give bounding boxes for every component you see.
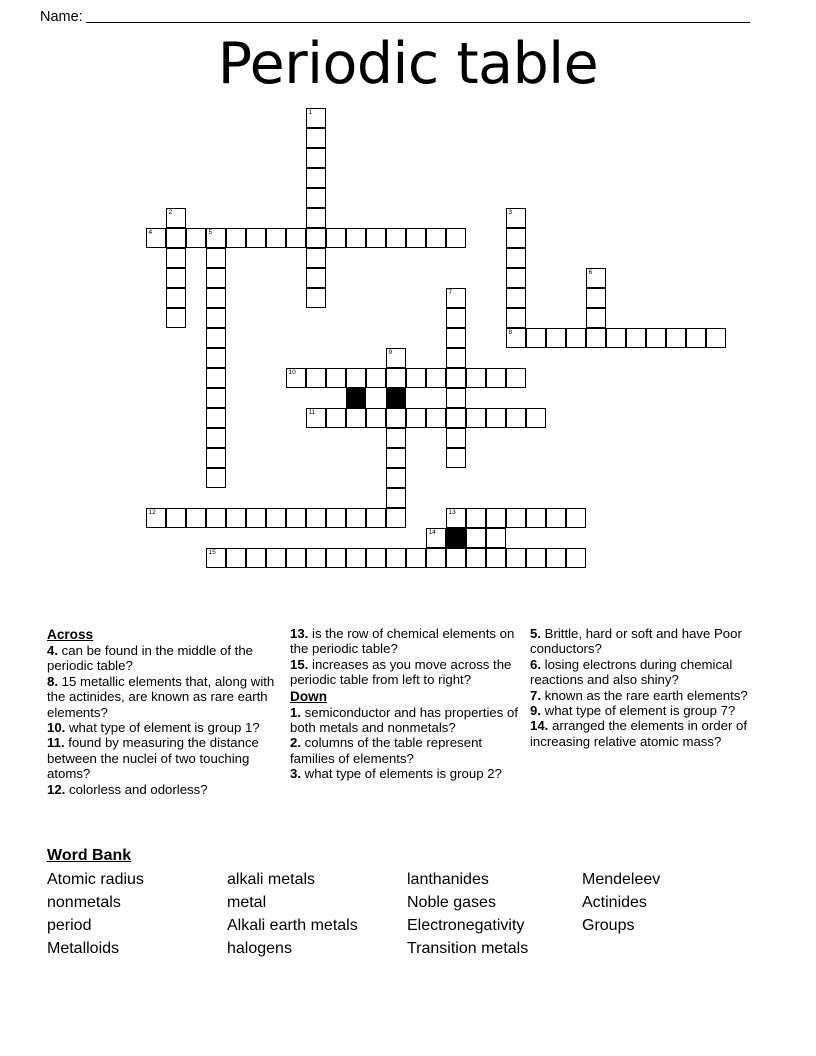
grid-cell[interactable]: [366, 228, 386, 248]
grid-cell[interactable]: [446, 368, 466, 388]
grid-cell[interactable]: [506, 368, 526, 388]
grid-cell[interactable]: [486, 408, 506, 428]
grid-block-cell: [446, 528, 466, 548]
name-field-row: [40, 0, 750, 26]
clue-down-6: [530, 657, 768, 688]
grid-cell[interactable]: [326, 228, 346, 248]
grid-cell[interactable]: [226, 228, 246, 248]
clue-number: 14.: [530, 718, 549, 734]
grid-cell-number: 6: [588, 269, 593, 276]
clue-number: 10.: [47, 720, 66, 736]
grid-cell[interactable]: [506, 288, 526, 308]
clue-down-14: [530, 718, 768, 749]
clue-number: 13.: [290, 626, 309, 641]
grid-cell[interactable]: [446, 288, 466, 308]
grid-cell[interactable]: [306, 368, 326, 388]
grid-cell[interactable]: [486, 548, 506, 568]
grid-cell[interactable]: [446, 348, 466, 368]
grid-cell[interactable]: [446, 328, 466, 348]
clue-across-15: [290, 657, 525, 688]
grid-cell-number: 7: [448, 289, 453, 296]
grid-cell[interactable]: [386, 348, 406, 368]
grid-cell[interactable]: [166, 268, 186, 288]
clue-text: what type of elements is group 2?: [301, 766, 502, 782]
down-heading: Down: [290, 688, 327, 704]
grid-cell[interactable]: [506, 228, 526, 248]
grid-block-cell: [346, 388, 366, 408]
grid-cell[interactable]: [446, 508, 466, 528]
grid-cell[interactable]: [506, 408, 526, 428]
word-bank-word[interactable]: Groups: [582, 917, 635, 934]
grid-cell[interactable]: [306, 408, 326, 428]
clue-number: 2.: [290, 735, 301, 751]
grid-cell[interactable]: [246, 508, 266, 528]
clue-number: 4.: [47, 643, 58, 658]
clue-text: found by measuring the distance between the nuclei of two touching atoms?: [47, 735, 259, 782]
grid-cell[interactable]: [466, 508, 486, 528]
grid-cell[interactable]: [466, 528, 486, 548]
grid-cell[interactable]: [306, 148, 326, 168]
grid-cell[interactable]: [206, 508, 226, 528]
grid-cell[interactable]: [206, 268, 226, 288]
grid-cell[interactable]: [446, 408, 466, 428]
clue-number: 8.: [47, 673, 58, 689]
word-bank-word[interactable]: Transition metals: [407, 940, 529, 957]
grid-cell[interactable]: [286, 228, 306, 248]
grid-cell[interactable]: [426, 228, 446, 248]
grid-cell[interactable]: [286, 508, 306, 528]
grid-cell[interactable]: [506, 208, 526, 228]
grid-cell[interactable]: [546, 328, 566, 348]
grid-cell[interactable]: [206, 368, 226, 388]
grid-cell[interactable]: [446, 428, 466, 448]
grid-cell[interactable]: [326, 508, 346, 528]
grid-cell[interactable]: [466, 408, 486, 428]
grid-cell[interactable]: [346, 408, 366, 428]
word-bank-word[interactable]: alkali metals: [227, 871, 316, 888]
grid-cell[interactable]: [446, 448, 466, 468]
clue-number: 5.: [530, 626, 541, 641]
grid-cell-number: 5: [208, 229, 213, 236]
grid-cell[interactable]: [626, 328, 646, 348]
word-bank-word[interactable]: Alkali earth metals: [227, 917, 358, 934]
grid-cell[interactable]: [466, 368, 486, 388]
grid-block-cell: [386, 388, 406, 408]
grid-cell[interactable]: [406, 368, 426, 388]
grid-cell[interactable]: [426, 548, 446, 568]
clue-down-5: [530, 626, 768, 657]
grid-cell[interactable]: [206, 308, 226, 328]
grid-cell[interactable]: [366, 508, 386, 528]
word-bank: [47, 845, 787, 960]
grid-cell[interactable]: [566, 548, 586, 568]
grid-cell[interactable]: [166, 508, 186, 528]
grid-cell-number: 15: [208, 549, 216, 556]
word-bank-word[interactable]: nonmetals: [47, 894, 121, 911]
clue-number: 1.: [290, 704, 301, 720]
clue-number: 6.: [530, 656, 541, 672]
clue-number: 9.: [530, 703, 541, 719]
word-bank-word[interactable]: Actinides: [582, 894, 647, 911]
grid-cell[interactable]: [346, 228, 366, 248]
grid-cell[interactable]: [406, 548, 426, 568]
grid-cell[interactable]: [486, 368, 506, 388]
grid-cell[interactable]: [386, 548, 406, 568]
across-heading: Across: [47, 627, 94, 642]
grid-cell[interactable]: [546, 508, 566, 528]
grid-cell[interactable]: [226, 548, 246, 568]
grid-cell[interactable]: [666, 328, 686, 348]
grid-cell[interactable]: [366, 548, 386, 568]
clue-across-8: [47, 674, 285, 720]
grid-cell[interactable]: [306, 188, 326, 208]
grid-cell[interactable]: [346, 508, 366, 528]
grid-cell[interactable]: [526, 508, 546, 528]
word-bank-word[interactable]: metal: [227, 894, 267, 911]
word-bank-word[interactable]: Electronegativity: [407, 917, 525, 934]
clue-text: colorless and odorless?: [65, 781, 208, 797]
grid-cell[interactable]: [306, 128, 326, 148]
grid-cell[interactable]: [506, 328, 526, 348]
grid-cell[interactable]: [386, 428, 406, 448]
clue-number: 7.: [530, 687, 541, 703]
grid-cell[interactable]: [206, 328, 226, 348]
clue-text: can be found in the middle of the periodic table?: [47, 643, 254, 674]
grid-cell[interactable]: [246, 228, 266, 248]
grid-cell[interactable]: [306, 208, 326, 228]
name-label: Name:: [40, 9, 83, 25]
grid-cell[interactable]: [306, 548, 326, 568]
grid-cell[interactable]: [266, 508, 286, 528]
clues-section: [0, 626, 816, 841]
clue-column-2: [290, 626, 525, 782]
grid-cell[interactable]: [206, 288, 226, 308]
grid-cell-number: 13: [448, 509, 456, 516]
grid-cell-number: 9: [388, 349, 393, 356]
clue-across-12: [47, 782, 285, 797]
grid-cell-number: 10: [288, 369, 296, 376]
grid-cell[interactable]: [246, 548, 266, 568]
grid-cell[interactable]: [166, 208, 186, 228]
clue-text: columns of the table represent families of elements?: [290, 735, 483, 766]
clue-text: semiconductor and has properties of both metals and nonmetals?: [290, 704, 518, 736]
grid-cell-number: 4: [148, 229, 153, 236]
grid-cell[interactable]: [206, 408, 226, 428]
clue-down-1: [290, 705, 525, 736]
grid-cell[interactable]: [506, 508, 526, 528]
grid-cell[interactable]: [206, 548, 226, 568]
grid-cell[interactable]: [386, 228, 406, 248]
grid-cell-number: 2: [168, 209, 173, 216]
grid-cell[interactable]: [146, 228, 166, 248]
page-title: Periodic table: [217, 31, 599, 97]
grid-cell[interactable]: [326, 368, 346, 388]
grid-cell[interactable]: [266, 548, 286, 568]
clue-text: is the row of chemical elements on the periodic table?: [290, 626, 515, 657]
grid-cell[interactable]: [506, 548, 526, 568]
grid-cell[interactable]: [346, 368, 366, 388]
word-bank-word[interactable]: Metalloids: [47, 940, 120, 957]
word-bank-word[interactable]: Atomic radius: [47, 871, 144, 888]
grid-cell[interactable]: [366, 408, 386, 428]
grid-cell[interactable]: [386, 508, 406, 528]
clue-text: increases as you move across the periodic table from left to right?: [290, 656, 512, 688]
word-bank-word[interactable]: Noble gases: [407, 894, 496, 911]
clue-text: Brittle, hard or soft and have Poor conductors?: [530, 626, 742, 657]
grid-cell[interactable]: [286, 368, 306, 388]
grid-cell[interactable]: [166, 228, 186, 248]
clue-across-13: [290, 626, 525, 657]
grid-cell[interactable]: [286, 548, 306, 568]
word-bank-word[interactable]: halogens: [227, 940, 292, 957]
grid-cell[interactable]: [166, 308, 186, 328]
clue-text: what type of element is group 1?: [65, 720, 260, 736]
grid-cell[interactable]: [566, 508, 586, 528]
grid-cell[interactable]: [426, 528, 446, 548]
grid-cell[interactable]: [306, 248, 326, 268]
grid-cell[interactable]: [166, 248, 186, 268]
grid-cell[interactable]: [406, 408, 426, 428]
grid-cell-number: 3: [508, 209, 513, 216]
grid-cell[interactable]: [306, 508, 326, 528]
grid-cell[interactable]: [506, 268, 526, 288]
grid-cell[interactable]: [426, 408, 446, 428]
grid-cell[interactable]: [586, 328, 606, 348]
clue-across-11: [47, 735, 285, 781]
word-bank-title: Word Bank: [47, 847, 132, 864]
word-bank-empty: [582, 937, 752, 960]
grid-cell[interactable]: [586, 308, 606, 328]
grid-cell-number: 14: [428, 529, 436, 536]
grid-cell[interactable]: [206, 348, 226, 368]
grid-cell[interactable]: [366, 368, 386, 388]
clue-column-3: [530, 626, 768, 749]
grid-cell[interactable]: [526, 328, 546, 348]
grid-cell[interactable]: [546, 548, 566, 568]
clue-number: 12.: [47, 781, 66, 797]
grid-cell[interactable]: [446, 228, 466, 248]
word-bank-word[interactable]: period: [47, 917, 92, 934]
grid-cell[interactable]: [206, 428, 226, 448]
clue-number: 11.: [47, 735, 65, 751]
grid-cell[interactable]: [306, 168, 326, 188]
grid-cell[interactable]: [386, 448, 406, 468]
grid-cell-number: 12: [148, 509, 156, 516]
clue-across-10: [47, 720, 285, 735]
grid-cell[interactable]: [206, 228, 226, 248]
grid-cell[interactable]: [446, 308, 466, 328]
grid-cell[interactable]: [386, 408, 406, 428]
grid-cell[interactable]: [386, 468, 406, 488]
grid-cell[interactable]: [166, 288, 186, 308]
grid-cell[interactable]: [526, 408, 546, 428]
clue-text: known as the rare earth elements?: [541, 687, 748, 703]
grid-cell[interactable]: [486, 508, 506, 528]
word-bank-word[interactable]: Mendeleev: [582, 871, 661, 888]
clue-text: 15 metallic elements that, along with the actinides, are known as rare earth elements?: [47, 673, 275, 720]
grid-cell[interactable]: [206, 448, 226, 468]
grid-cell[interactable]: [446, 388, 466, 408]
grid-cell[interactable]: [706, 328, 726, 348]
grid-cell[interactable]: [206, 468, 226, 488]
grid-cell[interactable]: [586, 288, 606, 308]
grid-cell[interactable]: [266, 228, 286, 248]
grid-cell[interactable]: [306, 228, 326, 248]
grid-cell[interactable]: [206, 248, 226, 268]
grid-cell[interactable]: [566, 328, 586, 348]
grid-cell[interactable]: [186, 508, 206, 528]
grid-cell-number: 11: [308, 409, 316, 416]
grid-cell[interactable]: [206, 388, 226, 408]
clue-down-3: [290, 766, 525, 781]
grid-cell[interactable]: [466, 548, 486, 568]
grid-cell-number: 8: [508, 329, 513, 336]
grid-cell[interactable]: [506, 308, 526, 328]
name-write-in-line[interactable]: [86, 21, 750, 23]
grid-cell[interactable]: [446, 548, 466, 568]
clue-down-7: [530, 688, 768, 703]
clue-down-9: [530, 703, 768, 718]
grid-cell[interactable]: [326, 408, 346, 428]
clue-text: losing electrons during chemical reactions and also shiny?: [530, 656, 733, 688]
grid-cell[interactable]: [386, 368, 406, 388]
clue-number: 3.: [290, 766, 301, 782]
grid-cell[interactable]: [606, 328, 626, 348]
grid-cell-number: 1: [308, 109, 313, 116]
word-bank-word[interactable]: lanthanides: [407, 871, 489, 888]
grid-cell[interactable]: [346, 548, 366, 568]
clue-down-2: [290, 735, 525, 766]
clue-number: 15.: [290, 656, 309, 672]
grid-cell[interactable]: [226, 508, 246, 528]
clue-column-1: [47, 626, 285, 797]
grid-cell[interactable]: [406, 228, 426, 248]
grid-cell[interactable]: [326, 548, 346, 568]
grid-cell[interactable]: [686, 328, 706, 348]
grid-cell[interactable]: [186, 228, 206, 248]
grid-cell[interactable]: [386, 488, 406, 508]
grid-cell[interactable]: [646, 328, 666, 348]
clue-text: arranged the elements in order of increasing relative atomic mass?: [530, 718, 748, 749]
grid-cell[interactable]: [306, 108, 326, 128]
grid-cell[interactable]: [506, 248, 526, 268]
grid-cell[interactable]: [306, 288, 326, 308]
grid-cell[interactable]: [306, 268, 326, 288]
clue-text: what type of element is group 7?: [541, 703, 736, 719]
grid-cell[interactable]: [146, 508, 166, 528]
word-bank-list: [47, 868, 787, 960]
grid-cell[interactable]: [586, 268, 606, 288]
grid-cell[interactable]: [426, 368, 446, 388]
clue-across-4: [47, 643, 285, 674]
grid-cell[interactable]: [486, 528, 506, 548]
grid-cell[interactable]: [526, 548, 546, 568]
